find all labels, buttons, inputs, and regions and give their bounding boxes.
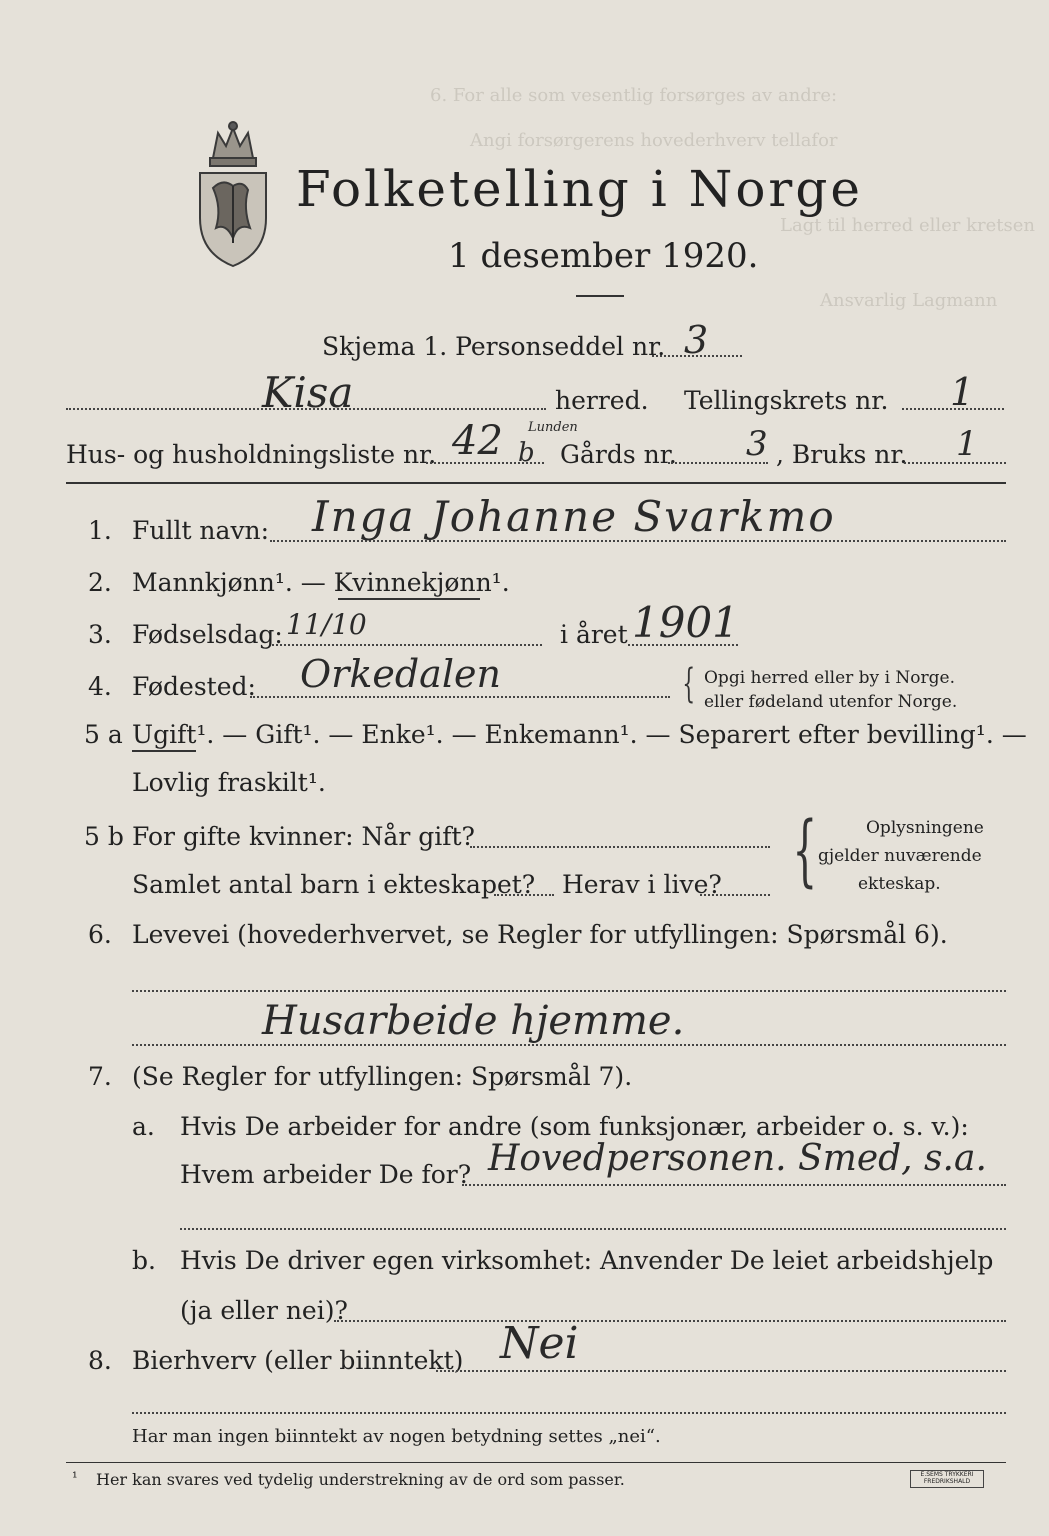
married-when-field[interactable] bbox=[470, 846, 770, 848]
side-income-label: Bierhverv (eller biinntekt) bbox=[132, 1346, 464, 1375]
q2-number: 2. bbox=[88, 568, 112, 597]
hired-help-field[interactable] bbox=[334, 1320, 1006, 1322]
q4-label: Fødested: bbox=[132, 672, 256, 701]
children-alive-field[interactable] bbox=[700, 894, 770, 896]
occupation-field-2[interactable] bbox=[132, 1044, 1006, 1046]
q1-label: Fullt navn: bbox=[132, 516, 270, 545]
q5b-number: 5 b bbox=[84, 822, 124, 851]
marital-status-options: Ugift¹. — Gift¹. — Enke¹. — Enkemann¹. — Separert efter bevilling¹. — bbox=[132, 720, 1027, 749]
q7a-letter: a. bbox=[132, 1112, 155, 1141]
footer-divider bbox=[66, 1462, 1006, 1463]
herred-value: Kisa bbox=[262, 368, 354, 417]
bleed-through-text: Angi forsørgerens hovederhverv tellafor bbox=[470, 130, 838, 151]
side-income-field-1[interactable] bbox=[436, 1370, 1006, 1372]
tellingskrets-value: 1 bbox=[950, 370, 975, 414]
note-brace: { bbox=[792, 806, 818, 896]
q7-label: (Se Regler for utfyllingen: Spørsmål 7). bbox=[132, 1062, 633, 1091]
printer-stamp bbox=[910, 1470, 984, 1488]
birthplace-value: Orkedalen bbox=[300, 652, 501, 696]
q5a-number: 5 a bbox=[84, 720, 123, 749]
bruks-label: , Bruks nr. bbox=[776, 440, 908, 469]
birthplace-note-1: Opgi herred eller by i Norge. bbox=[704, 668, 955, 688]
q1-number: 1. bbox=[88, 516, 112, 545]
q8-number: 8. bbox=[88, 1346, 112, 1375]
q7-number: 7. bbox=[88, 1062, 112, 1091]
marital-status-options-cont: Lovlig fraskilt¹. bbox=[132, 768, 326, 797]
birthday-value: 11/10 bbox=[286, 608, 367, 641]
title-divider bbox=[576, 295, 624, 297]
herred-label: herred. bbox=[555, 386, 649, 415]
footnote-mark: ¹ bbox=[72, 1470, 78, 1486]
q3-number: 3. bbox=[88, 620, 112, 649]
children-count-label: Samlet antal barn i ekteskapet? bbox=[132, 870, 536, 899]
hus-value: 42 bbox=[452, 418, 503, 464]
skjema-label: Skjema 1. Personseddel nr. bbox=[322, 332, 666, 361]
bleed-through-text: 6. For alle som vesentlig forsørges av andre: bbox=[430, 85, 838, 106]
employer-field-1[interactable] bbox=[462, 1184, 1006, 1186]
hus-extra-value: b bbox=[518, 438, 535, 468]
marriage-note-2: gjelder nuværende bbox=[818, 846, 982, 866]
birthplace-field[interactable] bbox=[250, 696, 670, 698]
marital-selection-underline bbox=[132, 750, 196, 752]
employer-value: Hovedpersonen. Smed, s.a. bbox=[488, 1138, 987, 1179]
census-date: 1 desember 1920. bbox=[448, 236, 759, 276]
gender-selection-underline bbox=[338, 598, 480, 600]
gender-options: Mannkjønn¹. — Kvinnekjønn¹. bbox=[132, 568, 510, 597]
q6-number: 6. bbox=[88, 920, 112, 949]
coat-of-arms-icon bbox=[188, 118, 278, 268]
married-when-label: For gifte kvinner: Når gift? bbox=[132, 822, 475, 851]
birthday-field[interactable] bbox=[272, 644, 542, 646]
gards-label: Gårds nr. bbox=[560, 440, 677, 469]
q7a-question: Hvis De arbeider for andre (som funksjonær, arbeider o. s. v.): bbox=[180, 1112, 969, 1141]
page-title: Folketelling i Norge bbox=[296, 160, 863, 218]
occupation-field-1[interactable] bbox=[132, 990, 1006, 992]
hus-label: Hus- og husholdningsliste nr. bbox=[66, 440, 437, 469]
header-divider bbox=[66, 482, 1006, 484]
birthplace-note-2: eller fødeland utenfor Norge. bbox=[704, 692, 958, 712]
children-alive-label: Herav i live? bbox=[562, 870, 722, 899]
marriage-note-1: Oplysningene bbox=[866, 818, 984, 838]
marriage-note-3: ekteskap. bbox=[858, 874, 941, 894]
year-label: i året bbox=[560, 620, 628, 649]
occupation-value: Husarbeide hjemme. bbox=[262, 998, 685, 1044]
q4-number: 4. bbox=[88, 672, 112, 701]
employer-label: Hvem arbeider De for? bbox=[180, 1160, 472, 1189]
tellingskrets-label: Tellingskrets nr. bbox=[684, 386, 889, 415]
hus-extra-note: Lunden bbox=[528, 420, 578, 435]
q3-label: Fødselsdag: bbox=[132, 620, 283, 649]
side-income-field-2[interactable] bbox=[132, 1412, 1006, 1414]
bruks-value: 1 bbox=[956, 424, 978, 464]
full-name-value: Inga Johanne Svarkmo bbox=[312, 492, 836, 541]
birth-year-value: 1901 bbox=[632, 598, 739, 647]
side-income-value: Nei bbox=[500, 1318, 579, 1369]
bleed-through-text: Ansvarlig Lagmann bbox=[820, 290, 998, 311]
skjema-value: 3 bbox=[684, 318, 709, 362]
q7b-question: Hvis De driver egen virksomhet: Anvender De leiet arbeidshjelp bbox=[180, 1246, 994, 1275]
note-brace: { bbox=[682, 661, 696, 707]
hired-help-label: (ja eller nei)? bbox=[180, 1296, 348, 1325]
bleed-through-text: Lagt til herred eller kretsen bbox=[780, 215, 1036, 236]
bruks-field[interactable] bbox=[904, 462, 1006, 464]
occupation-label: Levevei (hovederhvervet, se Regler for utfyllingen: Spørsmål 6). bbox=[132, 920, 948, 949]
printer-stamp-text: E.SEMS TRYKKERI FREDRIKSHALD bbox=[920, 1471, 974, 1485]
footer-note: Har man ingen biinntekt av nogen betydning settes „nei“. bbox=[132, 1426, 661, 1447]
children-count-field[interactable] bbox=[494, 894, 554, 896]
gards-value: 3 bbox=[746, 424, 768, 464]
employer-field-2[interactable] bbox=[180, 1228, 1006, 1230]
q7b-letter: b. bbox=[132, 1246, 156, 1275]
footnote-text: Her kan svares ved tydelig understrekning av de ord som passer. bbox=[96, 1470, 625, 1489]
